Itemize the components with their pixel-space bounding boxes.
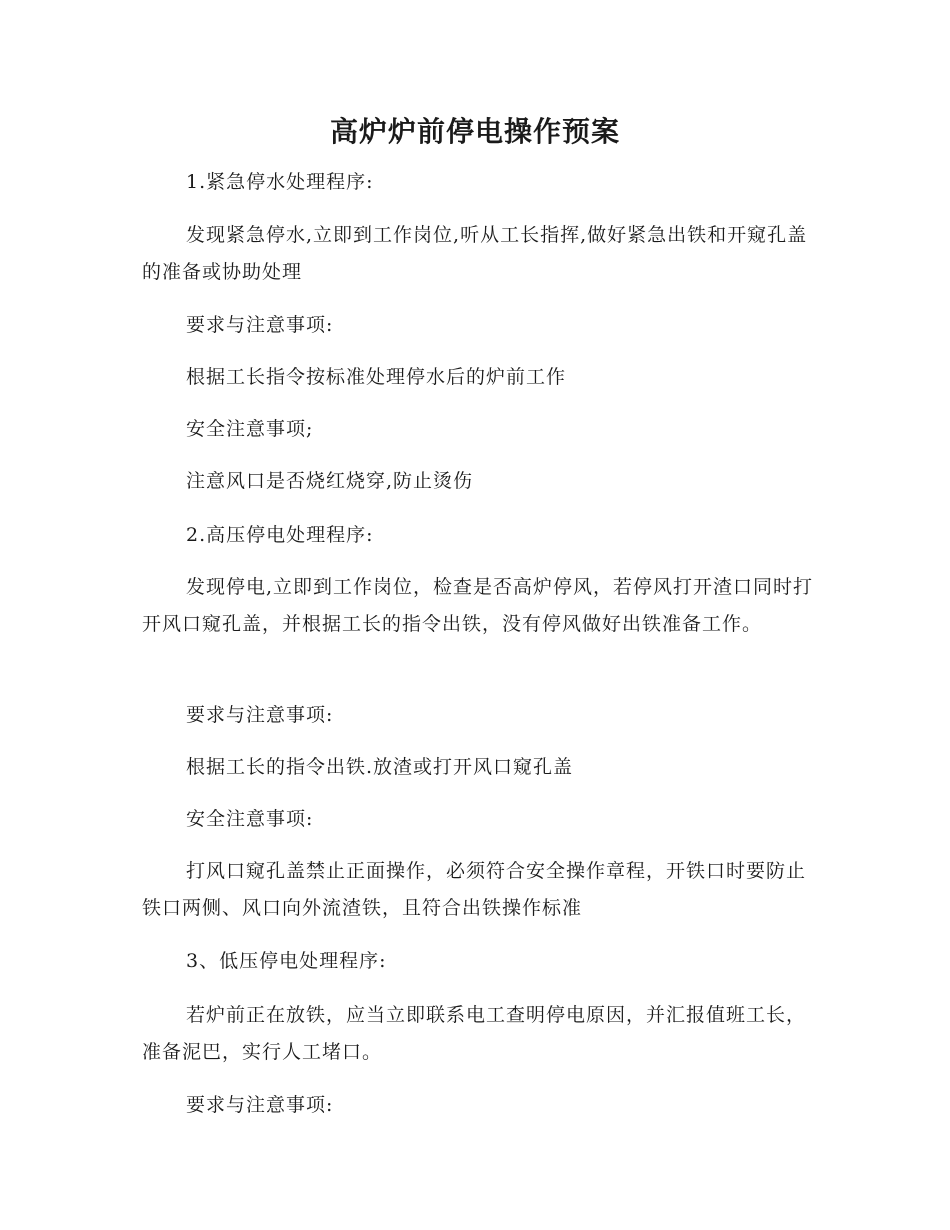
document-title: 高炉炉前停电操作预案: [329, 115, 620, 148]
paragraph-requirements-heading-3: 要求与注意事项:: [186, 1094, 334, 1116]
paragraph-requirements-heading-2: 要求与注意事项:: [186, 704, 334, 726]
paragraph-section-1-heading: 1.紧急停水处理程序:: [186, 171, 374, 193]
paragraph-safety-2: 打风口窥孔盖禁止正面操作，必须符合安全操作章程，开铁口时要防止铁口两侧、风口向外流渣铁，且符合出铁操作标准: [142, 860, 807, 919]
paragraph-high-voltage-procedure: 发现停电,立即到工作岗位，检查是否高炉停风，若停风打开渣口同时打开风口窥孔盖，并根据工长的指令出铁，没有停风做好出铁准备工作。: [142, 576, 814, 635]
paragraph-section-2-heading: 2.高压停电处理程序:: [186, 524, 374, 546]
paragraph-low-voltage-procedure: 若炉前正在放铁，应当立即联系电工查明停电原因，并汇报值班工长，准备泥巴，实行人工堵口。: [142, 1004, 807, 1063]
paragraph-water-stop-procedure: 发现紧急停水,立即到工作岗位,听从工长指挥,做好紧急出铁和开窥孔盖的准备或协助处理: [142, 224, 808, 283]
paragraph-requirements-heading-1: 要求与注意事项:: [186, 314, 334, 336]
paragraph-safety-heading-2: 安全注意事项:: [186, 808, 314, 830]
paragraph-safety-1: 注意风口是否烧红烧穿,防止烫伤: [186, 470, 474, 492]
paragraph-safety-heading-1: 安全注意事项;: [186, 418, 314, 440]
paragraph-requirements-2: 根据工长的指令出铁.放渣或打开风口窥孔盖: [186, 756, 574, 778]
paragraph-requirements-1: 根据工长指令按标准处理停水后的炉前工作: [186, 366, 567, 388]
paragraph-section-3-heading: 3、低压停电处理程序:: [186, 950, 387, 972]
